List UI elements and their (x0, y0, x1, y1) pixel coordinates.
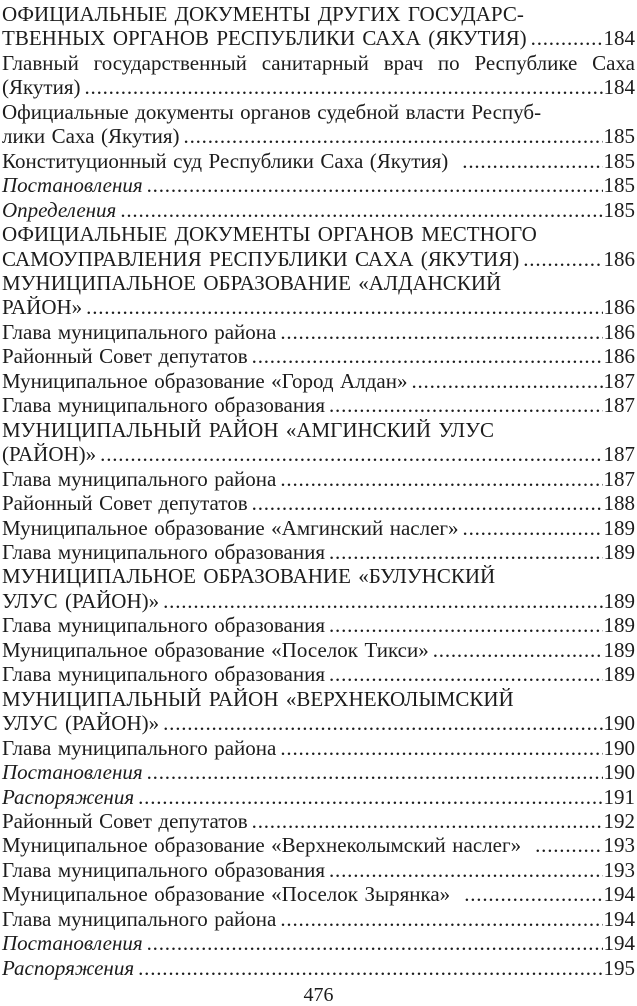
toc-entry-line: МУНИЦИПАЛЬНОЕ ОБРАЗОВАНИЕ «АЛДАНСКИЙ (2, 270, 502, 295)
toc-page-number: 191 (603, 784, 635, 809)
toc-entry-line: МУНИЦИПАЛЬНЫЙ РАЙОН «АМГИНСКИЙ УЛУС (2, 417, 494, 442)
toc-entry (2, 736, 635, 760)
toc-entry-line (2, 247, 635, 271)
dot-leader (531, 26, 603, 50)
toc-entry (2, 320, 635, 344)
toc-page-number: 184 (603, 26, 635, 51)
toc-entry-label: Районный Совет депутатов (2, 808, 248, 833)
toc-entry-line (2, 833, 635, 857)
toc-page-number: 185 (603, 173, 635, 198)
toc-page-number: 188 (603, 491, 635, 516)
toc-entry-label: Муниципальное образование «Поселок Зырянка» (2, 882, 451, 907)
toc-page-number: 194 (603, 906, 635, 931)
toc-page-number: 186 (603, 319, 635, 344)
toc-page-number: 189 (603, 637, 635, 662)
dot-leader (523, 247, 602, 271)
toc-entry (2, 760, 635, 784)
toc-page-number: 190 (603, 711, 635, 736)
toc-entry (2, 638, 635, 662)
toc-entry-label: УЛУС (РАЙОН)» (2, 711, 160, 736)
toc-entry-wrapped-lines (2, 687, 635, 711)
toc-entry-label: Муниципальное образование «Поселок Тикси» (2, 637, 429, 662)
dot-leader (163, 589, 602, 613)
toc-entry-line (2, 882, 635, 906)
toc-entry (2, 516, 635, 540)
toc-entry-wrapped-lines (2, 271, 635, 295)
toc-entry-label: Глава муниципального района (2, 466, 277, 491)
toc-entry-label: Районный Совет депутатов (2, 491, 248, 516)
toc-entry-line (2, 369, 635, 393)
toc-entry-line (2, 344, 635, 368)
toc-entry-label: Постановления (2, 931, 143, 956)
dot-leader (329, 858, 603, 882)
toc-entry-line (2, 662, 635, 686)
toc-entry-label: РАЙОН» (2, 295, 83, 320)
toc-entry-line (2, 907, 635, 931)
dot-leader (463, 516, 603, 540)
toc-entry (2, 613, 635, 637)
toc-entry-line (2, 320, 635, 344)
toc-page-number: 185 (603, 197, 635, 222)
dot-leader (252, 344, 603, 368)
toc-page-number: 186 (603, 295, 635, 320)
toc-page-number: 187 (603, 368, 635, 393)
toc-page-number: 189 (603, 662, 635, 687)
toc-entry-label: Муниципальное образование «Амгинский наслег» (2, 515, 459, 540)
toc-entry (2, 51, 635, 100)
toc-entry (2, 491, 635, 515)
dot-leader (329, 393, 603, 417)
dot-leader (84, 75, 602, 99)
dot-leader (163, 711, 602, 735)
toc-entry (2, 931, 635, 955)
toc-entry-line (2, 442, 635, 466)
toc-page-number: 187 (603, 466, 635, 491)
toc-entry (2, 344, 635, 368)
toc-entry-line (2, 516, 635, 540)
dot-leader (329, 662, 603, 686)
toc-page-number: 194 (603, 882, 635, 907)
toc-entry-label: (Якутия) (2, 75, 81, 100)
toc-entry-line: Главный государственный санитарный врач по Республике Саха (2, 50, 635, 75)
toc-page-number: 187 (603, 442, 635, 467)
toc-entry-line (2, 124, 635, 148)
toc-entry-line (2, 198, 635, 222)
toc-entry-line (2, 589, 635, 613)
dot-leader (252, 491, 603, 515)
toc-entry-wrapped-lines (2, 564, 635, 588)
dot-leader (120, 198, 602, 222)
toc-entry-line: ОФИЦИАЛЬНЫЕ ДОКУМЕНТЫ ДРУГИХ ГОСУДАРС- (2, 2, 524, 26)
toc-entry-wrapped-lines (2, 418, 635, 442)
dot-leader (138, 785, 602, 809)
toc-entry-label: (РАЙОН)» (2, 442, 97, 467)
toc-entry-label: САМОУПРАВЛЕНИЯ РЕСПУБЛИКИ САХА (ЯКУТИЯ) (2, 246, 520, 271)
dot-leader (464, 882, 602, 906)
toc-page-number: 193 (603, 857, 635, 882)
page-number-footer: 476 (303, 984, 334, 1006)
toc-entry (2, 173, 635, 197)
toc-entry-line (2, 393, 635, 417)
toc-page-number: 184 (603, 75, 635, 100)
toc-page-number: 185 (603, 148, 635, 173)
dot-leader (329, 613, 603, 637)
toc-entry-label: Постановления (2, 760, 143, 785)
toc-entry (2, 418, 635, 467)
toc-entry-label: Глава муниципального образования (2, 393, 325, 418)
toc-entry (2, 809, 635, 833)
dot-leader (138, 956, 602, 980)
toc-entry (2, 393, 635, 417)
toc-page-number: 190 (603, 735, 635, 760)
toc-entry-line (2, 638, 635, 662)
toc-entry-wrapped-lines (2, 2, 635, 26)
toc-page-number: 189 (603, 515, 635, 540)
dot-leader (100, 442, 602, 466)
toc-entry-label: Районный Совет депутатов (2, 344, 248, 369)
toc-entry-line (2, 858, 635, 882)
toc-entry-line (2, 149, 635, 173)
toc-entry-line (2, 613, 635, 637)
toc-entry-wrapped-lines (2, 51, 635, 75)
toc-entry-wrapped-lines (2, 222, 635, 246)
dot-leader (280, 467, 602, 491)
toc-entry-label: УЛУС (РАЙОН)» (2, 588, 160, 613)
toc-entry-line: Официальные документы органов судебной власти Респуб- (2, 99, 542, 124)
dot-leader (280, 907, 602, 931)
toc-page-number: 189 (603, 539, 635, 564)
toc-entry (2, 540, 635, 564)
toc-entry-label: Конституционный суд Республики Саха (Якутия) (2, 148, 449, 173)
toc-entry-label: ТВЕННЫХ ОРГАНОВ РЕСПУБЛИКИ САХА (ЯКУТИЯ) (2, 26, 527, 51)
toc-entry-label: лики Саха (Якутия) (2, 124, 180, 149)
dot-leader (280, 736, 602, 760)
toc-entry (2, 662, 635, 686)
toc-entry-label: Муниципальное образование «Верхнеколымский наслег» (2, 833, 522, 858)
toc-entry-line (2, 173, 635, 197)
toc-entry (2, 907, 635, 931)
toc-entry-line (2, 75, 635, 99)
toc-entry (2, 858, 635, 882)
toc-entry-line (2, 467, 635, 491)
toc-page-number: 186 (603, 246, 635, 271)
toc-entry (2, 687, 635, 736)
toc-entry (2, 198, 635, 222)
toc-entry-line (2, 931, 635, 955)
toc-page-number: 194 (603, 931, 635, 956)
toc-entry-label: Глава муниципального района (2, 735, 277, 760)
toc-page-number: 186 (603, 344, 635, 369)
dot-leader (147, 931, 603, 955)
toc-entry-line (2, 809, 635, 833)
dot-leader (462, 149, 602, 173)
toc-entry-label: Глава муниципального образования (2, 857, 325, 882)
toc-page-number: 185 (603, 124, 635, 149)
dot-leader (433, 638, 603, 662)
toc-entry-line: ОФИЦИАЛЬНЫЕ ДОКУМЕНТЫ ОРГАНОВ МЕСТНОГО (2, 222, 537, 247)
toc-page-number: 193 (603, 833, 635, 858)
toc-entry-line (2, 760, 635, 784)
toc-page-number: 190 (603, 760, 635, 785)
toc-entry-label: Распоряжения (2, 955, 135, 980)
toc-entry-label: Определения (2, 197, 117, 222)
toc-list (2, 2, 635, 980)
toc-entry (2, 564, 635, 613)
toc-entry-line (2, 736, 635, 760)
toc-entry-label: Глава муниципального образования (2, 539, 325, 564)
toc-page-number: 189 (603, 588, 635, 613)
toc-entry-label: Глава муниципального образования (2, 613, 325, 638)
toc-entry-label: Глава муниципального образования (2, 662, 325, 687)
toc-entry (2, 2, 635, 51)
dot-leader (280, 320, 602, 344)
dot-leader (411, 369, 602, 393)
dot-leader (184, 124, 603, 148)
dot-leader (86, 295, 602, 319)
toc-entry-label: Постановления (2, 173, 143, 198)
dot-leader (535, 833, 602, 857)
toc-entry-label: Муниципальное образование «Город Алдан» (2, 368, 408, 393)
toc-page-number: 192 (603, 808, 635, 833)
dot-leader (252, 809, 603, 833)
toc-page-number: 187 (603, 393, 635, 418)
toc-entry (2, 785, 635, 809)
toc-entry-line (2, 785, 635, 809)
toc-entry-line (2, 26, 635, 50)
toc-entry (2, 222, 635, 271)
toc-entry-line: МУНИЦИПАЛЬНЫЙ РАЙОН «ВЕРХНЕКОЛЫМСКИЙ (2, 686, 514, 711)
toc-entry (2, 149, 635, 173)
toc-entry-wrapped-lines (2, 100, 635, 124)
toc-entry (2, 271, 635, 320)
toc-entry-line (2, 491, 635, 515)
toc-entry (2, 100, 635, 149)
dot-leader (329, 540, 603, 564)
toc-page-number: 189 (603, 613, 635, 638)
dot-leader (147, 760, 603, 784)
toc-entry-line (2, 295, 635, 319)
toc-entry-label: Распоряжения (2, 784, 135, 809)
toc-page-number: 195 (603, 955, 635, 980)
toc-entry (2, 467, 635, 491)
toc-entry (2, 369, 635, 393)
toc-entry-line: МУНИЦИПАЛЬНОЕ ОБРАЗОВАНИЕ «БУЛУНСКИЙ (2, 564, 496, 589)
toc-entry-label: Глава муниципального района (2, 319, 277, 344)
toc-entry (2, 882, 635, 906)
toc-entry-label: Глава муниципального района (2, 906, 277, 931)
toc-entry-line (2, 956, 635, 980)
toc-entry (2, 956, 635, 980)
dot-leader (147, 173, 603, 197)
toc-entry-line (2, 540, 635, 564)
toc-entry (2, 833, 635, 857)
toc-entry-line (2, 711, 635, 735)
